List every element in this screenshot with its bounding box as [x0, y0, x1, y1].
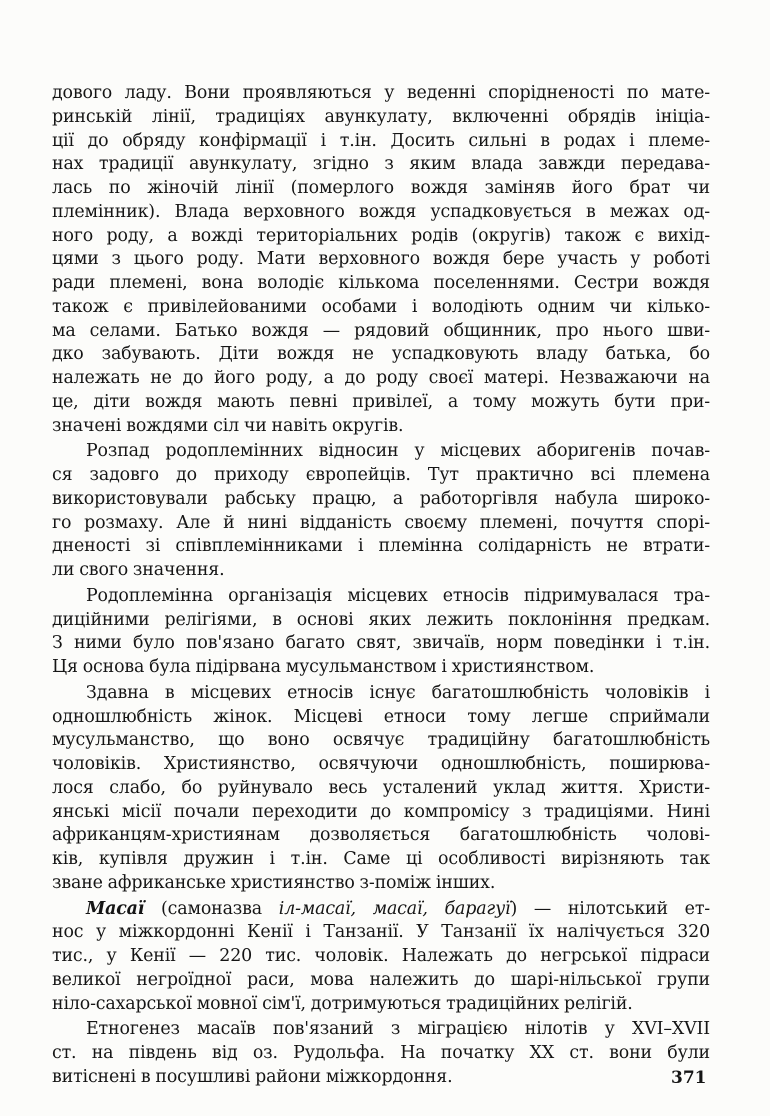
text-line: Родоплемінна організація місцевих етносів підримувалася тра-	[86, 585, 710, 606]
text-line: племінник). Влада верховного вождя успадковується в межах од-	[52, 201, 710, 222]
text-line: дненості зі співплемінниками і племінна солідарність не втрати-	[52, 536, 710, 557]
entry-open: (самоназва	[144, 898, 279, 919]
paragraph-2	[52, 440, 710, 583]
text-line: ся задовго до приходу європейців. Тут практично всі племена	[52, 465, 710, 485]
body-text	[52, 82, 710, 1090]
text-line: цями з цього роду. Мати верховного вождя бере участь у роботі	[52, 249, 710, 270]
text-line: великої негроїдної раси, мова належить до шарі-нільської групи	[52, 969, 710, 990]
text-line: ції до обряду конфірмації і т.ін. Досить сильні в родах і племе-	[52, 130, 710, 151]
text-line: ринській лінії, традиціях авункулату, включенні обрядів ініціа-	[52, 106, 710, 127]
text-line: африканцям-християнам дозволяється багатошлюбність чолові-	[52, 825, 710, 846]
text-line: ли свого значення.	[52, 560, 225, 580]
text-line: лося слабо, бо руйнувало весь усталений уклад життя. Христи-	[52, 777, 710, 798]
entry-term: Масаї	[86, 898, 145, 919]
text-line: З ними було пов'язано багато свят, звичаїв, норм поведінки і т.ін.	[52, 633, 710, 654]
text-line: ного роду, а вожді територіальних родів (округів) також є вихід-	[52, 225, 710, 246]
paragraph-4	[52, 682, 710, 896]
paragraph-3	[52, 585, 710, 680]
text-line: ст. на південь від оз. Рудольфа. На початку XX ст. вони були	[52, 1043, 710, 1063]
text-line: витіснені в посушливі райони міжкордоння.	[52, 1066, 453, 1087]
entry-aliases: іл-масаї, масаї, барагуї	[278, 898, 511, 919]
text-line: значені вождями сіл чи навіть округів.	[52, 415, 404, 436]
text-line: зване африканське християнство з-поміж інших.	[52, 872, 496, 893]
text-line: дового ладу. Вони проявляються у веденні спорідненості по мате-	[52, 83, 710, 103]
text-line: лась по жіночій лінії (померлого вождя заміняв його брат чи	[52, 178, 710, 198]
text-line: використовували рабську працю, а работоргівля набула широко-	[52, 488, 710, 509]
text-line: го розмаху. Але й нині відданість своєму племені, почуття спорі-	[52, 512, 710, 533]
text-line	[52, 898, 710, 922]
text-line: тис., у Кенії — 220 тис. чоловік. Належать до негрської підраси	[52, 946, 710, 966]
text-line: Розпад родоплемінних відносин у місцевих аборигенів почав-	[86, 441, 710, 462]
text-line: ків, купівля дружин і т.ін. Саме ці особливості вирізняють так	[52, 849, 710, 869]
entry-close: ) — нілотський ет-	[510, 898, 711, 919]
text-line: ради племені, вона володіє кількома поселеннями. Сестри вождя	[52, 273, 710, 293]
page-number: 371	[671, 1068, 707, 1088]
text-line: належать не до його роду, а до роду своєї матері. Незважаючи на	[52, 368, 710, 388]
text-line: диційними релігіями, в основі яких лежить поклоніння предкам.	[52, 609, 710, 630]
text-line: янські місії почали переходити до компромісу з традиціями. Нині	[52, 801, 710, 822]
text-line: Ця основа була підірвана мусульманством і християнством.	[52, 657, 595, 677]
text-line: мусульманство, що воно освячує традиційну багатошлюбність	[52, 730, 710, 751]
paragraph-5-masai	[52, 898, 710, 1017]
text-line: також є привілейованими особами і володіють одним чи кілько-	[52, 296, 710, 317]
text-line: ма селами. Батько вождя — рядовий общинник, про нього шви-	[52, 320, 710, 341]
text-line: чоловіків. Християнство, освячуючи одношлюбність, поширюва-	[52, 754, 710, 774]
text-line: це, діти вождя мають певні привілеї, а тому можуть бути при-	[52, 391, 710, 412]
text-line: нах традиції авункулату, згідно з яким влада завжди передава-	[52, 154, 710, 175]
text-line: нос у міжкордонні Кенії і Танзанії. У Танзанії їх налічується 320	[52, 922, 710, 943]
paragraph-1	[52, 82, 710, 438]
text-line: Етногенез масаїв пов'язаний з міграцією нілотів у XVI–XVII	[86, 1019, 710, 1040]
text-line: Здавна в місцевих етносів існує багатошлюбність чоловіків і	[86, 682, 710, 703]
text-line: дко забувають. Діти вождя не успадковують владу батька, бо	[52, 344, 710, 365]
text-line: ніло-сахарської мовної сім'ї, дотримуються традиційних релігій.	[52, 993, 633, 1014]
paragraph-6	[52, 1018, 710, 1089]
text-line: одношлюбність жінок. Місцеві етноси тому легше сприймали	[52, 706, 710, 727]
